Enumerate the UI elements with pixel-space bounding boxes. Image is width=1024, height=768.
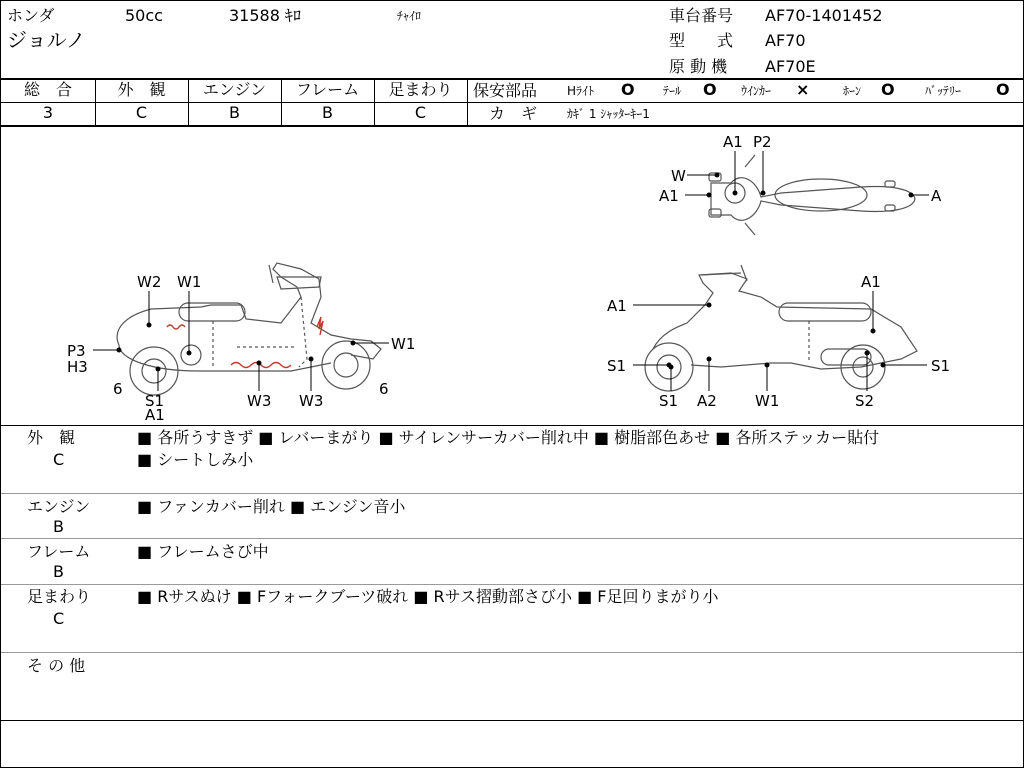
callout-label: 6 <box>379 380 389 398</box>
grade-engine-value: B <box>229 103 240 122</box>
remark-text: ■ シートしみ小 <box>137 450 254 469</box>
callout-label: 6 <box>113 380 123 398</box>
callout-label: A1 <box>659 187 679 205</box>
remark-grade-frame: B <box>53 562 64 581</box>
divider <box>1 538 1023 539</box>
remark-label-other: そ の 他 <box>27 656 86 675</box>
type-value: AF70 <box>765 31 806 50</box>
damage-marks <box>167 317 323 368</box>
type-label: 型 式 <box>669 31 734 50</box>
grade-exterior-label: 外 観 <box>117 80 166 99</box>
callout-label: A <box>931 187 942 205</box>
divider <box>1 720 1023 721</box>
callout-label: W1 <box>177 273 202 291</box>
grade-suspension-label: 足まわり <box>388 80 453 99</box>
safety-item-status: O <box>621 80 635 99</box>
callout-label: S1 <box>659 392 679 410</box>
callout-label: H3 <box>67 358 88 376</box>
safety-item-name: ﾊﾞｯﾃﾘｰ <box>925 84 962 98</box>
displacement: 50cc <box>125 6 163 25</box>
grade-overall-label: 総 合 <box>23 80 72 99</box>
scooter-top-view <box>709 155 915 235</box>
maker: ホンダ <box>7 6 55 25</box>
safety-item-status: O <box>703 80 717 99</box>
callout-label: S2 <box>855 392 875 410</box>
grade-frame-label: フレーム <box>295 80 360 99</box>
callout-label: A2 <box>697 392 717 410</box>
safety-item-name: ｳｲﾝｶｰ <box>741 84 772 98</box>
safety-item-name: ﾎｰﾝ <box>843 84 862 98</box>
damage-diagram <box>1 127 1023 425</box>
grade-engine-label: エンジン <box>202 80 267 99</box>
remark-grade-exterior: C <box>53 450 65 469</box>
callout-label: A1 <box>861 273 881 291</box>
grade-overall-value: 3 <box>42 103 54 122</box>
grade-frame-value: B <box>322 103 333 122</box>
callout-label: S1 <box>607 357 627 375</box>
frame-number-label: 車台番号 <box>669 6 734 25</box>
remark-text: ■ 各所うすきず ■ レバーまがり ■ サイレンサーカバー削れ中 ■ 樹脂部色あせ ■ 各所ステッカー貼付 <box>137 428 880 447</box>
divider <box>1 493 1023 494</box>
callout-label: A1 <box>145 406 165 424</box>
callout-label: W <box>671 167 686 185</box>
callout-label: P2 <box>753 133 772 151</box>
safety-item-status: O <box>996 80 1010 99</box>
callout-label: A1 <box>723 133 743 151</box>
mileage: 31588 ｷﾛ <box>229 6 301 25</box>
callout-label: W3 <box>247 392 272 410</box>
divider <box>1 652 1023 653</box>
divider <box>468 102 1023 103</box>
callout-label: A1 <box>607 297 627 315</box>
callout-label: W1 <box>755 392 780 410</box>
remark-label-frame: フレーム <box>27 542 91 561</box>
remark-label-suspension: 足まわり <box>27 587 92 606</box>
callout-label: W2 <box>137 273 162 291</box>
callout-label: P3 <box>67 342 86 360</box>
callout-label: W1 <box>391 335 416 353</box>
safety-item-status: × <box>796 80 810 99</box>
frame-number-value: AF70-1401452 <box>765 6 883 25</box>
callout-label: S1 <box>931 357 951 375</box>
grade-exterior-value: C <box>135 103 148 122</box>
remark-grade-suspension: C <box>53 609 65 628</box>
divider <box>1 584 1023 585</box>
color: ﾁｬｲﾛ <box>397 9 422 23</box>
remark-label-exterior: 外 観 <box>27 428 76 447</box>
safety-item-status: O <box>881 80 895 99</box>
safety-item-name: ﾃｰﾙ <box>663 84 682 98</box>
engine-value: AF70E <box>765 57 816 76</box>
callout-label: S1 <box>145 392 165 410</box>
engine-label: 原 動 機 <box>669 57 728 76</box>
key-value: ｶｷﾞ 1 ｼｬｯﾀｰｷｰ1 <box>567 107 650 121</box>
remark-label-engine: エンジン <box>27 497 91 516</box>
safety-parts-label: 保安部品 <box>473 81 538 100</box>
remark-text: ■ ファンカバー削れ ■ エンジン音小 <box>137 497 406 516</box>
remark-grade-engine: B <box>53 517 64 536</box>
remark-text: ■ フレームさび中 <box>137 542 269 561</box>
divider <box>467 79 468 126</box>
remark-text: ■ Rサスぬけ ■ Fフォークブーツ破れ ■ Rサス摺動部さび小 ■ F足回りまがり小 <box>137 587 719 606</box>
model-name: ジョルノ <box>7 28 86 52</box>
key-label: カ ギ <box>489 104 538 123</box>
callout-label: W3 <box>299 392 324 410</box>
grade-suspension-value: C <box>414 103 427 122</box>
divider <box>1 425 1023 426</box>
safety-item-name: Hﾗｲﾄ <box>567 84 595 98</box>
